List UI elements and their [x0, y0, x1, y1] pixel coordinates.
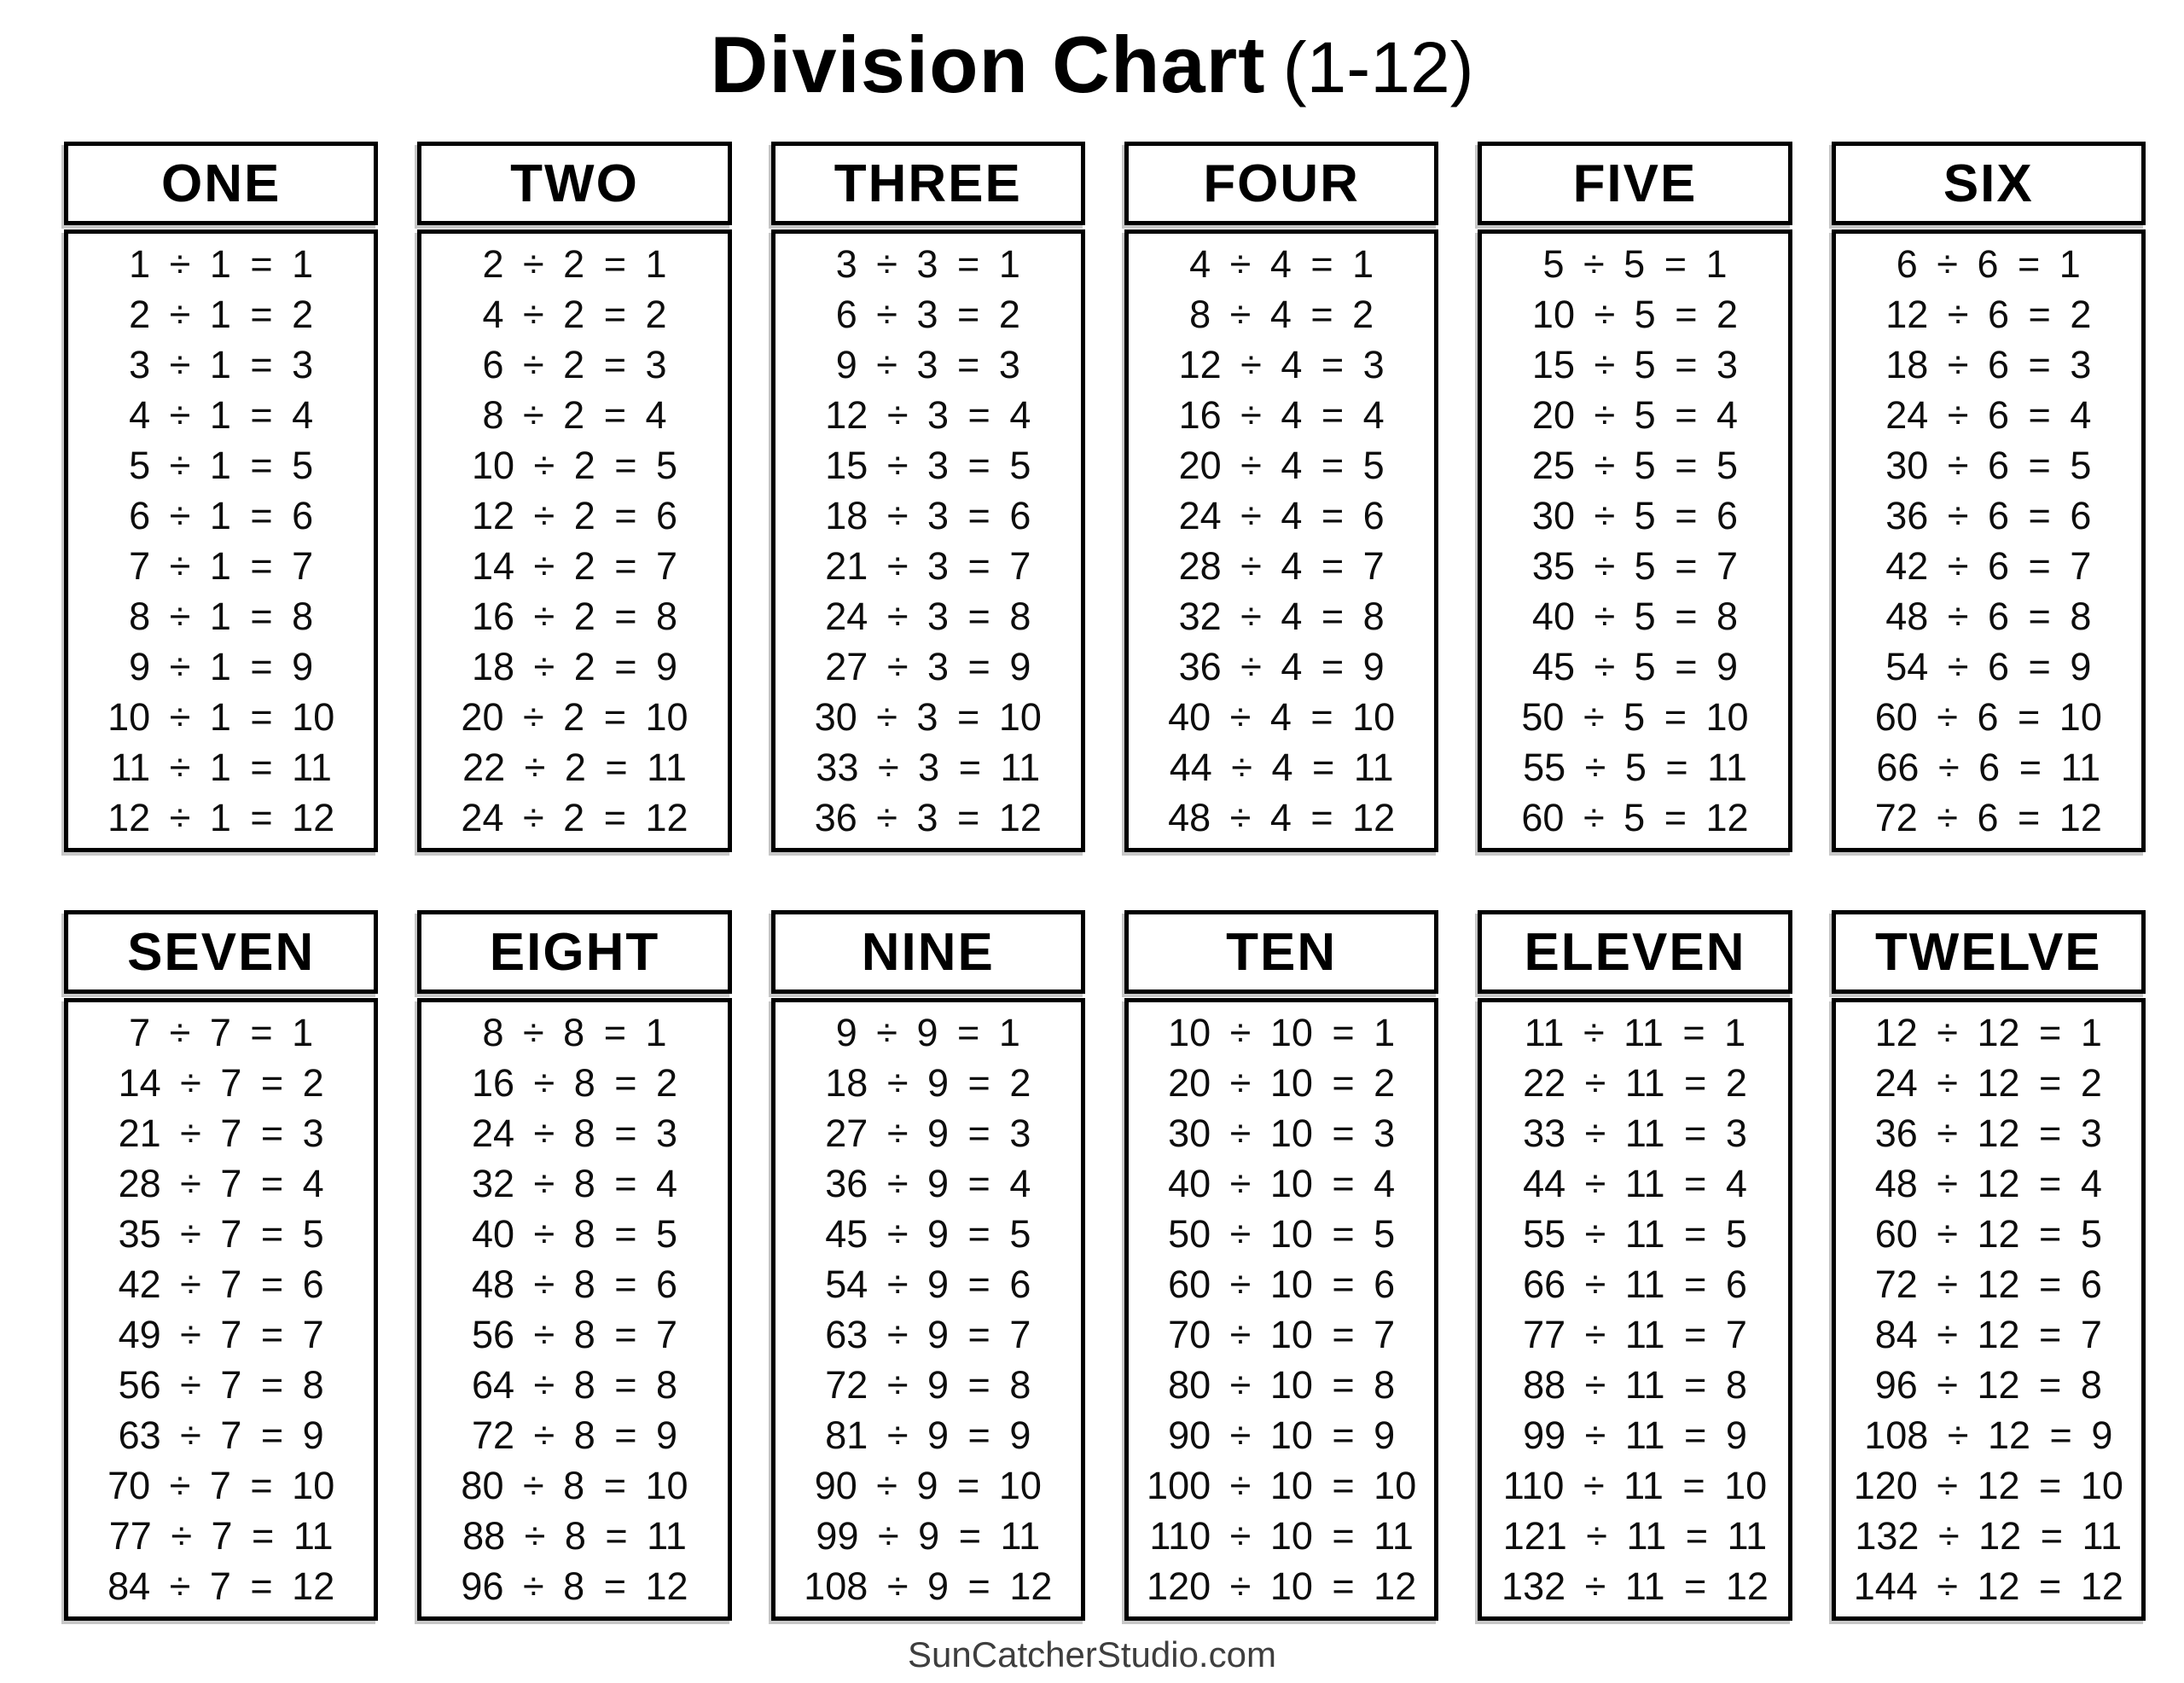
panel-header — [1832, 142, 2146, 225]
panel-body — [417, 998, 731, 1621]
equation-row: 27 ÷ 3 = 9 — [825, 645, 1031, 688]
panel-body — [1124, 229, 1438, 852]
panel-header-label: FOUR — [1203, 154, 1360, 213]
panel-five — [1478, 142, 1792, 852]
equation-row: 7 ÷ 7 = 1 — [129, 1011, 314, 1054]
equation-row: 33 ÷ 11 = 3 — [1523, 1111, 1747, 1155]
equation-row: 30 ÷ 10 = 3 — [1168, 1111, 1396, 1155]
page-title — [0, 0, 2184, 111]
panel-header-label: ONE — [160, 154, 282, 213]
panel-eleven — [1478, 910, 1792, 1621]
equation-row: 44 ÷ 4 = 11 — [1169, 746, 1394, 789]
equation-row: 10 ÷ 5 = 2 — [1531, 293, 1739, 336]
panel-one — [64, 142, 378, 852]
equation-row: 24 ÷ 3 = 8 — [825, 595, 1031, 638]
equation-row: 24 ÷ 8 = 3 — [471, 1111, 678, 1155]
equation-row: 45 ÷ 9 = 5 — [825, 1212, 1031, 1256]
equation-row: 63 ÷ 9 = 7 — [825, 1313, 1031, 1356]
equation-row: 81 ÷ 9 = 9 — [825, 1413, 1031, 1457]
panel-body — [64, 229, 378, 852]
equation-row: 4 ÷ 4 = 1 — [1189, 242, 1374, 286]
equation-row: 42 ÷ 6 = 7 — [1885, 544, 2092, 588]
equation-row: 33 ÷ 3 = 11 — [816, 746, 1041, 789]
equation-row: 6 ÷ 6 = 1 — [1896, 242, 2081, 286]
equation-row: 90 ÷ 10 = 9 — [1168, 1413, 1396, 1457]
panel-header-label: TWO — [510, 154, 639, 213]
panel-header-label: TWELVE — [1874, 922, 2102, 982]
equation-row: 6 ÷ 3 = 2 — [835, 293, 1020, 336]
panel-twelve — [1832, 910, 2146, 1621]
equation-row: 84 ÷ 12 = 7 — [1874, 1313, 2102, 1356]
equation-row: 110 ÷ 11 = 10 — [1502, 1464, 1768, 1507]
equation-row: 66 ÷ 6 = 11 — [1876, 746, 2101, 789]
equation-row: 27 ÷ 9 = 3 — [825, 1111, 1031, 1155]
equation-row: 56 ÷ 7 = 8 — [118, 1363, 324, 1407]
equation-row: 42 ÷ 7 = 6 — [118, 1262, 324, 1306]
panel-nine — [771, 910, 1085, 1621]
panel-eight — [417, 910, 731, 1621]
equation-row: 24 ÷ 12 = 2 — [1874, 1061, 2102, 1105]
panel-six — [1832, 142, 2146, 852]
equation-row: 8 ÷ 1 = 8 — [129, 595, 314, 638]
panel-body — [1124, 998, 1438, 1621]
equation-row: 49 ÷ 7 = 7 — [118, 1313, 324, 1356]
equation-row: 96 ÷ 12 = 8 — [1874, 1363, 2102, 1407]
equation-row: 36 ÷ 12 = 3 — [1874, 1111, 2102, 1155]
equation-row: 22 ÷ 2 = 11 — [462, 746, 687, 789]
equation-row: 108 ÷ 12 = 9 — [1864, 1413, 2113, 1457]
panels-grid — [64, 142, 2146, 1621]
equation-row: 24 ÷ 4 = 6 — [1178, 494, 1385, 537]
equation-row: 60 ÷ 6 = 10 — [1874, 695, 2102, 739]
equation-row: 30 ÷ 6 = 5 — [1885, 444, 2092, 487]
panel-three — [771, 142, 1085, 852]
page-title-range: (1-12) — [1282, 27, 1474, 107]
equation-row: 1 ÷ 1 = 1 — [129, 242, 314, 286]
equation-row: 12 ÷ 6 = 2 — [1885, 293, 2092, 336]
equation-row: 32 ÷ 4 = 8 — [1178, 595, 1385, 638]
equation-row: 12 ÷ 4 = 3 — [1178, 343, 1385, 386]
equation-row: 5 ÷ 1 = 5 — [129, 444, 314, 487]
equation-row: 80 ÷ 10 = 8 — [1168, 1363, 1396, 1407]
equation-row: 63 ÷ 7 = 9 — [118, 1413, 324, 1457]
equation-row: 12 ÷ 2 = 6 — [471, 494, 678, 537]
panel-header — [1124, 910, 1438, 994]
equation-row: 54 ÷ 9 = 6 — [825, 1262, 1031, 1306]
equation-row: 9 ÷ 9 = 1 — [835, 1011, 1020, 1054]
panel-header-label: FIVE — [1572, 154, 1698, 213]
equation-row: 15 ÷ 5 = 3 — [1531, 343, 1739, 386]
equation-row: 18 ÷ 9 = 2 — [825, 1061, 1031, 1105]
equation-row: 45 ÷ 5 = 9 — [1531, 645, 1739, 688]
panel-header-label: SEVEN — [127, 922, 316, 982]
equation-row: 35 ÷ 7 = 5 — [118, 1212, 324, 1256]
equation-row: 16 ÷ 2 = 8 — [471, 595, 678, 638]
equation-row: 54 ÷ 6 = 9 — [1885, 645, 2092, 688]
equation-row: 2 ÷ 2 = 1 — [482, 242, 667, 286]
equation-row: 132 ÷ 11 = 12 — [1502, 1564, 1769, 1608]
equation-row: 55 ÷ 5 = 11 — [1523, 746, 1747, 789]
equation-row: 32 ÷ 8 = 4 — [471, 1162, 678, 1205]
equation-row: 15 ÷ 3 = 5 — [825, 444, 1031, 487]
equation-row: 14 ÷ 2 = 7 — [471, 544, 678, 588]
equation-row: 4 ÷ 1 = 4 — [129, 393, 314, 437]
equation-row: 28 ÷ 4 = 7 — [1178, 544, 1385, 588]
panel-two — [417, 142, 731, 852]
panels-row-top — [64, 142, 2146, 852]
equation-row: 9 ÷ 3 = 3 — [835, 343, 1020, 386]
equation-row: 8 ÷ 2 = 4 — [482, 393, 667, 437]
equation-row: 11 ÷ 11 = 1 — [1524, 1011, 1746, 1054]
equation-row: 36 ÷ 4 = 9 — [1178, 645, 1385, 688]
equation-row: 25 ÷ 5 = 5 — [1531, 444, 1739, 487]
equation-row: 3 ÷ 1 = 3 — [129, 343, 314, 386]
equation-row: 80 ÷ 8 = 10 — [461, 1464, 688, 1507]
equation-row: 60 ÷ 12 = 5 — [1874, 1212, 2102, 1256]
equation-row: 6 ÷ 1 = 6 — [129, 494, 314, 537]
equation-row: 28 ÷ 7 = 4 — [118, 1162, 324, 1205]
equation-row: 50 ÷ 10 = 5 — [1168, 1212, 1396, 1256]
equation-row: 30 ÷ 3 = 10 — [814, 695, 1042, 739]
panels-row-bottom — [64, 910, 2146, 1621]
equation-row: 96 ÷ 8 = 12 — [461, 1564, 688, 1608]
equation-row: 44 ÷ 11 = 4 — [1523, 1162, 1747, 1205]
equation-row: 70 ÷ 7 = 10 — [107, 1464, 335, 1507]
equation-row: 77 ÷ 7 = 11 — [108, 1514, 334, 1558]
panel-header-label: SIX — [1943, 154, 2034, 213]
equation-row: 24 ÷ 6 = 4 — [1885, 393, 2092, 437]
equation-row: 21 ÷ 7 = 3 — [118, 1111, 324, 1155]
equation-row: 40 ÷ 5 = 8 — [1531, 595, 1739, 638]
equation-row: 40 ÷ 8 = 5 — [471, 1212, 678, 1256]
equation-row: 35 ÷ 5 = 7 — [1531, 544, 1739, 588]
equation-row: 5 ÷ 5 = 1 — [1542, 242, 1728, 286]
equation-row: 20 ÷ 4 = 5 — [1178, 444, 1385, 487]
equation-row: 20 ÷ 2 = 10 — [461, 695, 688, 739]
equation-row: 72 ÷ 9 = 8 — [825, 1363, 1031, 1407]
equation-row: 88 ÷ 8 = 11 — [462, 1514, 687, 1558]
equation-row: 11 ÷ 1 = 11 — [110, 746, 332, 789]
panel-header — [771, 910, 1085, 994]
equation-row: 88 ÷ 11 = 8 — [1523, 1363, 1747, 1407]
panel-body — [64, 998, 378, 1621]
equation-row: 40 ÷ 10 = 4 — [1168, 1162, 1396, 1205]
panel-header — [417, 142, 731, 225]
panel-body — [1832, 229, 2146, 852]
equation-row: 72 ÷ 6 = 12 — [1874, 796, 2102, 839]
equation-row: 16 ÷ 8 = 2 — [471, 1061, 678, 1105]
equation-row: 10 ÷ 1 = 10 — [107, 695, 335, 739]
equation-row: 48 ÷ 4 = 12 — [1168, 796, 1396, 839]
equation-row: 18 ÷ 6 = 3 — [1885, 343, 2092, 386]
equation-row: 64 ÷ 8 = 8 — [471, 1363, 678, 1407]
panel-header — [1124, 142, 1438, 225]
equation-row: 8 ÷ 4 = 2 — [1189, 293, 1374, 336]
equation-row: 110 ÷ 10 = 11 — [1149, 1514, 1414, 1558]
panel-header — [1478, 910, 1792, 994]
equation-row: 48 ÷ 6 = 8 — [1885, 595, 2092, 638]
equation-row: 4 ÷ 2 = 2 — [482, 293, 667, 336]
panel-header-label: NINE — [861, 922, 995, 982]
equation-row: 21 ÷ 3 = 7 — [825, 544, 1031, 588]
equation-row: 8 ÷ 8 = 1 — [482, 1011, 667, 1054]
equation-row: 70 ÷ 10 = 7 — [1168, 1313, 1396, 1356]
equation-row: 18 ÷ 2 = 9 — [471, 645, 678, 688]
panel-four — [1124, 142, 1438, 852]
panel-body — [1478, 229, 1792, 852]
equation-row: 36 ÷ 9 = 4 — [825, 1162, 1031, 1205]
equation-row: 99 ÷ 9 = 11 — [816, 1514, 1041, 1558]
equation-row: 120 ÷ 12 = 10 — [1853, 1464, 2123, 1507]
equation-row: 12 ÷ 12 = 1 — [1874, 1011, 2102, 1054]
equation-row: 20 ÷ 5 = 4 — [1531, 393, 1739, 437]
page-title-main: Division Chart — [710, 20, 1266, 109]
panel-header-label: EIGHT — [489, 922, 660, 982]
equation-row: 14 ÷ 7 = 2 — [118, 1061, 324, 1105]
panel-body — [417, 229, 731, 852]
equation-row: 6 ÷ 2 = 3 — [482, 343, 667, 386]
panel-header-label: TEN — [1226, 922, 1338, 982]
equation-row: 108 ÷ 9 = 12 — [804, 1564, 1053, 1608]
panel-header — [64, 910, 378, 994]
equation-row: 2 ÷ 1 = 2 — [129, 293, 314, 336]
panel-header — [771, 142, 1085, 225]
equation-row: 72 ÷ 12 = 6 — [1874, 1262, 2102, 1306]
equation-row: 20 ÷ 10 = 2 — [1168, 1061, 1396, 1105]
panel-ten — [1124, 910, 1438, 1621]
equation-row: 30 ÷ 5 = 6 — [1531, 494, 1739, 537]
equation-row: 84 ÷ 7 = 12 — [107, 1564, 335, 1608]
equation-row: 10 ÷ 10 = 1 — [1168, 1011, 1396, 1054]
equation-row: 22 ÷ 11 = 2 — [1523, 1061, 1747, 1105]
equation-row: 16 ÷ 4 = 4 — [1178, 393, 1385, 437]
panel-body — [771, 229, 1085, 852]
panel-body — [1478, 998, 1792, 1621]
panel-header-label: THREE — [834, 154, 1022, 213]
equation-row: 55 ÷ 11 = 5 — [1523, 1212, 1747, 1256]
equation-row: 36 ÷ 6 = 6 — [1885, 494, 2092, 537]
equation-row: 10 ÷ 2 = 5 — [471, 444, 678, 487]
equation-row: 7 ÷ 1 = 7 — [129, 544, 314, 588]
equation-row: 121 ÷ 11 = 11 — [1502, 1514, 1768, 1558]
equation-row: 50 ÷ 5 = 10 — [1521, 695, 1749, 739]
equation-row: 100 ÷ 10 = 10 — [1147, 1464, 1417, 1507]
equation-row: 99 ÷ 11 = 9 — [1523, 1413, 1747, 1457]
equation-row: 36 ÷ 3 = 12 — [814, 796, 1042, 839]
equation-row: 18 ÷ 3 = 6 — [825, 494, 1031, 537]
panel-body — [1832, 998, 2146, 1621]
equation-row: 144 ÷ 12 = 12 — [1853, 1564, 2123, 1608]
panel-header-label: ELEVEN — [1524, 922, 1746, 982]
panel-seven — [64, 910, 378, 1621]
panel-header — [1478, 142, 1792, 225]
equation-row: 48 ÷ 12 = 4 — [1874, 1162, 2102, 1205]
panel-header — [417, 910, 731, 994]
equation-row: 12 ÷ 3 = 4 — [825, 393, 1031, 437]
equation-row: 66 ÷ 11 = 6 — [1523, 1262, 1747, 1306]
equation-row: 90 ÷ 9 = 10 — [814, 1464, 1042, 1507]
equation-row: 132 ÷ 12 = 11 — [1855, 1514, 2123, 1558]
equation-row: 77 ÷ 11 = 7 — [1523, 1313, 1747, 1356]
equation-row: 60 ÷ 5 = 12 — [1521, 796, 1749, 839]
equation-row: 72 ÷ 8 = 9 — [471, 1413, 678, 1457]
equation-row: 120 ÷ 10 = 12 — [1147, 1564, 1417, 1608]
panel-header — [64, 142, 378, 225]
equation-row: 3 ÷ 3 = 1 — [835, 242, 1020, 286]
equation-row: 60 ÷ 10 = 6 — [1168, 1262, 1396, 1306]
equation-row: 9 ÷ 1 = 9 — [129, 645, 314, 688]
equation-row: 24 ÷ 2 = 12 — [461, 796, 688, 839]
equation-row: 40 ÷ 4 = 10 — [1168, 695, 1396, 739]
panel-body — [771, 998, 1085, 1621]
equation-row: 56 ÷ 8 = 7 — [471, 1313, 678, 1356]
footer-credit: SunCatcherStudio.com — [908, 1634, 1276, 1674]
equation-row: 48 ÷ 8 = 6 — [471, 1262, 678, 1306]
equation-row: 12 ÷ 1 = 12 — [107, 796, 335, 839]
panel-header — [1832, 910, 2146, 994]
